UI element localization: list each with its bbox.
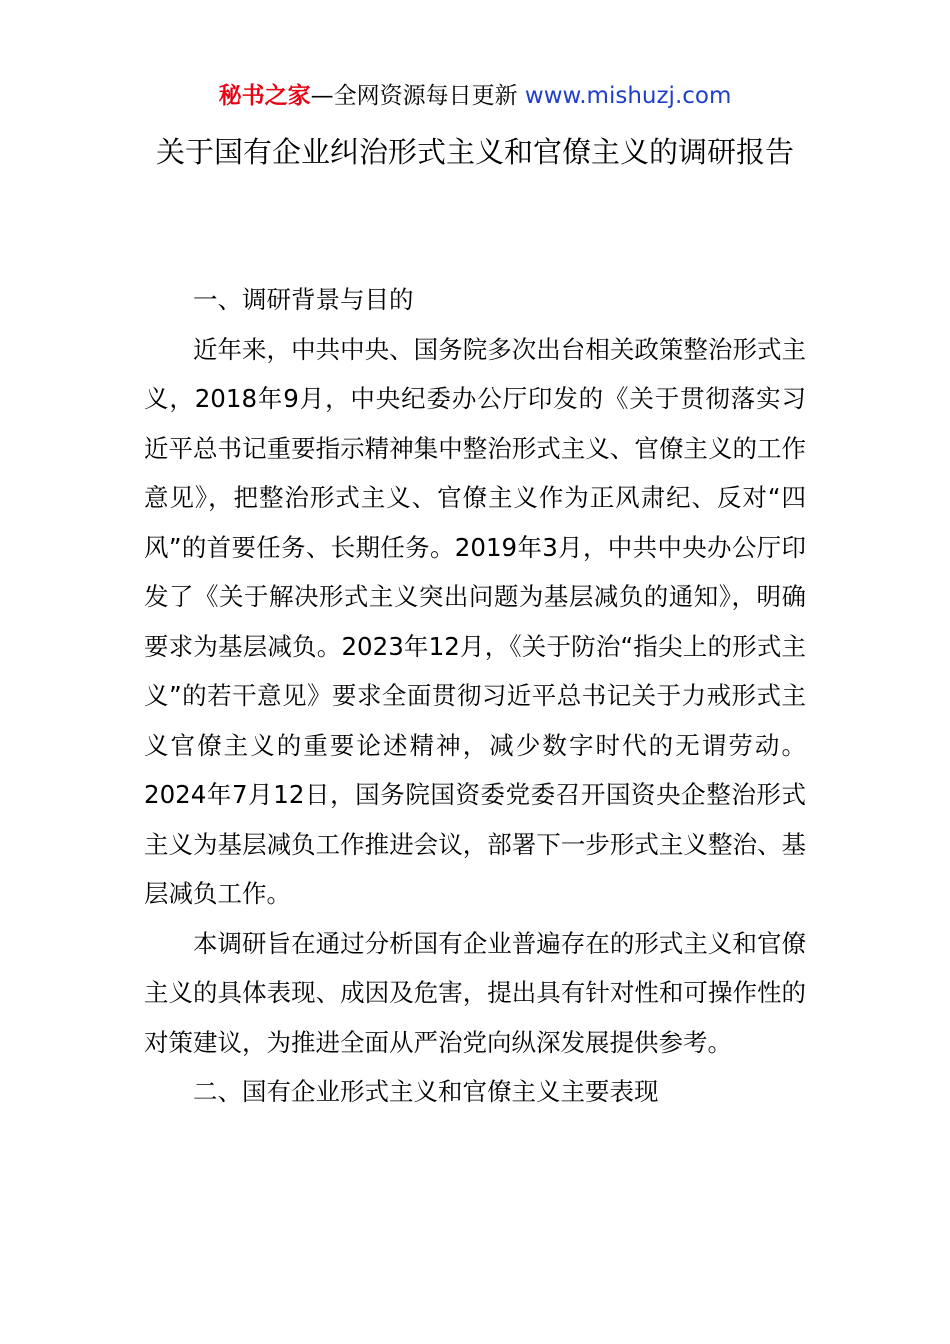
site-brand: 秘书之家 bbox=[218, 83, 311, 109]
site-header bbox=[0, 80, 950, 112]
document-title: 关于国有企业纠治形式主义和官僚主义的调研报告 bbox=[155, 135, 794, 169]
site-slogan: —全网资源每日更新 bbox=[310, 83, 518, 109]
section-heading-1: 一、调研背景与目的 bbox=[193, 285, 414, 314]
body-paragraph-2: 本调研旨在通过分析国有企业普遍存在的形式主义和官僚主义的具体表现、成因及危害，提出具有针对性和可操作性的对策建议，为推进全面从严治党向纵深发展提供参考。 bbox=[144, 928, 806, 1057]
body-paragraph-1: 近年来，中共中央、国务院多次出台相关政策整治形式主义，2018年9月，中央纪委办公厅印发的《关于贯彻落实习近平总书记重要指示精神集中整治形式主义、官僚主义的工作意见》，把整治形式主义、官僚主义作为正风肃纪、反对“四风”的首要任务、长期任务。2019年3月，中共中央办公厅印发了《关于解决形式主义突出问题为基层减负的通知》，明确要求为基层减负。2023年12月，《关于防治“指尖上的形式主义”的若干意见》要求全面贯彻习近平总书记关于力戒形式主义官僚主义的重要论述精神，减少数字时代的无谓劳动。2024年7月12日，国务院国资委党委召开国资央企整治形式主义为基层减负工作推进会议，部署下一步形式主义整治、基层减负工作。 bbox=[144, 334, 806, 908]
section-heading-2: 二、国有企业形式主义和官僚主义主要表现 bbox=[193, 1077, 659, 1106]
site-url-link[interactable]: www.mishuzj.com bbox=[524, 83, 732, 109]
document-body bbox=[144, 275, 806, 1117]
